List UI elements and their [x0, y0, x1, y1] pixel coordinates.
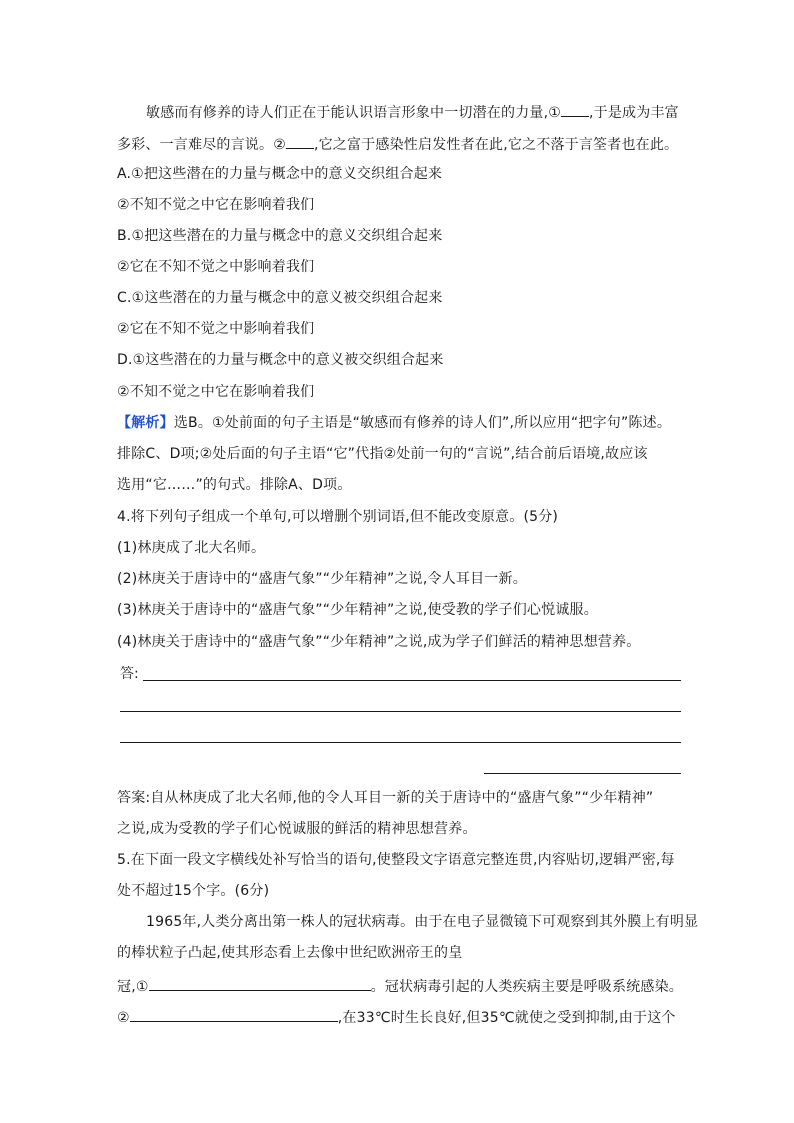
passage-line — [117, 133, 678, 155]
q4-title: 4.将下列句子组成一个单句,可以增删个别词语,但不能改变原意。(5分) — [117, 509, 559, 525]
passage-text: 敏感而有修养的诗人们正在于能认识语言形象中一切潜在的力量,① — [146, 105, 561, 121]
option-a-line-2: ②不知不觉之中它在影响着我们 — [117, 197, 315, 213]
q5-passage-text: 冠,① — [117, 979, 149, 995]
q4-item-3: (3)林庚关于唐诗中的“盛唐气象”“少年精神”之说,使受教的学子们心悦诚服。 — [117, 602, 598, 618]
q5-passage: 的棒状粒子凸起,使其形态看上去像中世纪欧洲帝王的皇 — [117, 945, 463, 961]
passage-line — [146, 101, 679, 123]
answer-line-2[interactable] — [120, 711, 681, 712]
option-b-line-2: ②它在不知不觉之中影响着我们 — [117, 259, 315, 275]
q4-answer-key: 之说,成为受教的学子们心悦诚服的鲜活的精神思想营养。 — [117, 821, 477, 837]
passage-text: ,于是成为丰富 — [589, 105, 679, 121]
q5-blank-1[interactable] — [149, 975, 371, 991]
q5-title: 处不超过15个字。(6分) — [117, 883, 270, 899]
passage-text: ,它之富于感染性启发性者在此,它之不落于言筌者也在此。 — [313, 137, 679, 153]
answer-line-4[interactable] — [484, 773, 681, 774]
q5-passage-text: ,在33℃时生长良好,但35℃就使之受到抑制,由于这个 — [337, 1010, 676, 1026]
option-a-line-1: A.①把这些潜在的力量与概念中的意义交织组合起来 — [117, 166, 443, 182]
q5-passage-text: ② — [117, 1010, 130, 1026]
option-c-line-2: ②它在不知不觉之中影响着我们 — [117, 321, 315, 337]
q4-item-4: (4)林庚关于唐诗中的“盛唐气象”“少年精神”之说,成为学子们鲜活的精神思想营养。 — [117, 634, 641, 650]
analysis-tag: 【解析】 — [117, 415, 174, 431]
blank-2[interactable] — [286, 133, 314, 149]
q5-passage-text: 。冠状病毒引起的人类疾病主要是呼吸系统感染。 — [370, 979, 684, 995]
analysis-text: 选B。①处前面的句子主语是“敏感而有修养的诗人们”,所以应用“把字句”陈述。 — [173, 415, 672, 431]
q5-passage — [117, 1006, 676, 1028]
q5-title: 5.在下面一段文字横线处补写恰当的语句,使整段文字语意完整连贯,内容贴切,逻辑严密,每 — [117, 852, 675, 868]
q5-passage: 1965年,人类分离出第一株人的冠状病毒。由于在电子显微镜下可观察到其外膜上有明显 — [146, 914, 699, 930]
passage-text: 多彩、一言难尽的言说。② — [117, 137, 286, 153]
answer-label: 答: — [120, 666, 139, 682]
answer-line-1[interactable] — [143, 680, 681, 681]
q4-answer-key: 答案:自从林庚成了北大名师,他的令人耳目一新的关于唐诗中的“盛唐气象”“少年精神” — [117, 790, 654, 806]
analysis-line: 排除C、D项;②处后面的句子主语“它”代指②处前一句的“言说”,结合前后语境,故应该 — [117, 446, 648, 462]
q4-item-2: (2)林庚关于唐诗中的“盛唐气象”“少年精神”之说,令人耳目一新。 — [117, 571, 527, 587]
option-c-line-1: C.①这些潜在的力量与概念中的意义被交织组合起来 — [117, 290, 443, 306]
analysis-line — [117, 413, 671, 433]
option-d-line-2: ②不知不觉之中它在影响着我们 — [117, 384, 315, 400]
option-b-line-1: B.①把这些潜在的力量与概念中的意义交织组合起来 — [117, 228, 443, 244]
answer-line-3[interactable] — [120, 742, 681, 743]
analysis-line: 选用“它……”的句式。排除A、D项。 — [117, 477, 352, 493]
q4-item-1: (1)林庚成了北大名师。 — [117, 540, 266, 556]
q5-blank-2[interactable] — [130, 1006, 338, 1022]
blank-1[interactable] — [561, 101, 589, 117]
option-d-line-1: D.①这些潜在的力量与概念中的意义被交织组合起来 — [117, 352, 444, 368]
q5-passage — [117, 975, 683, 997]
